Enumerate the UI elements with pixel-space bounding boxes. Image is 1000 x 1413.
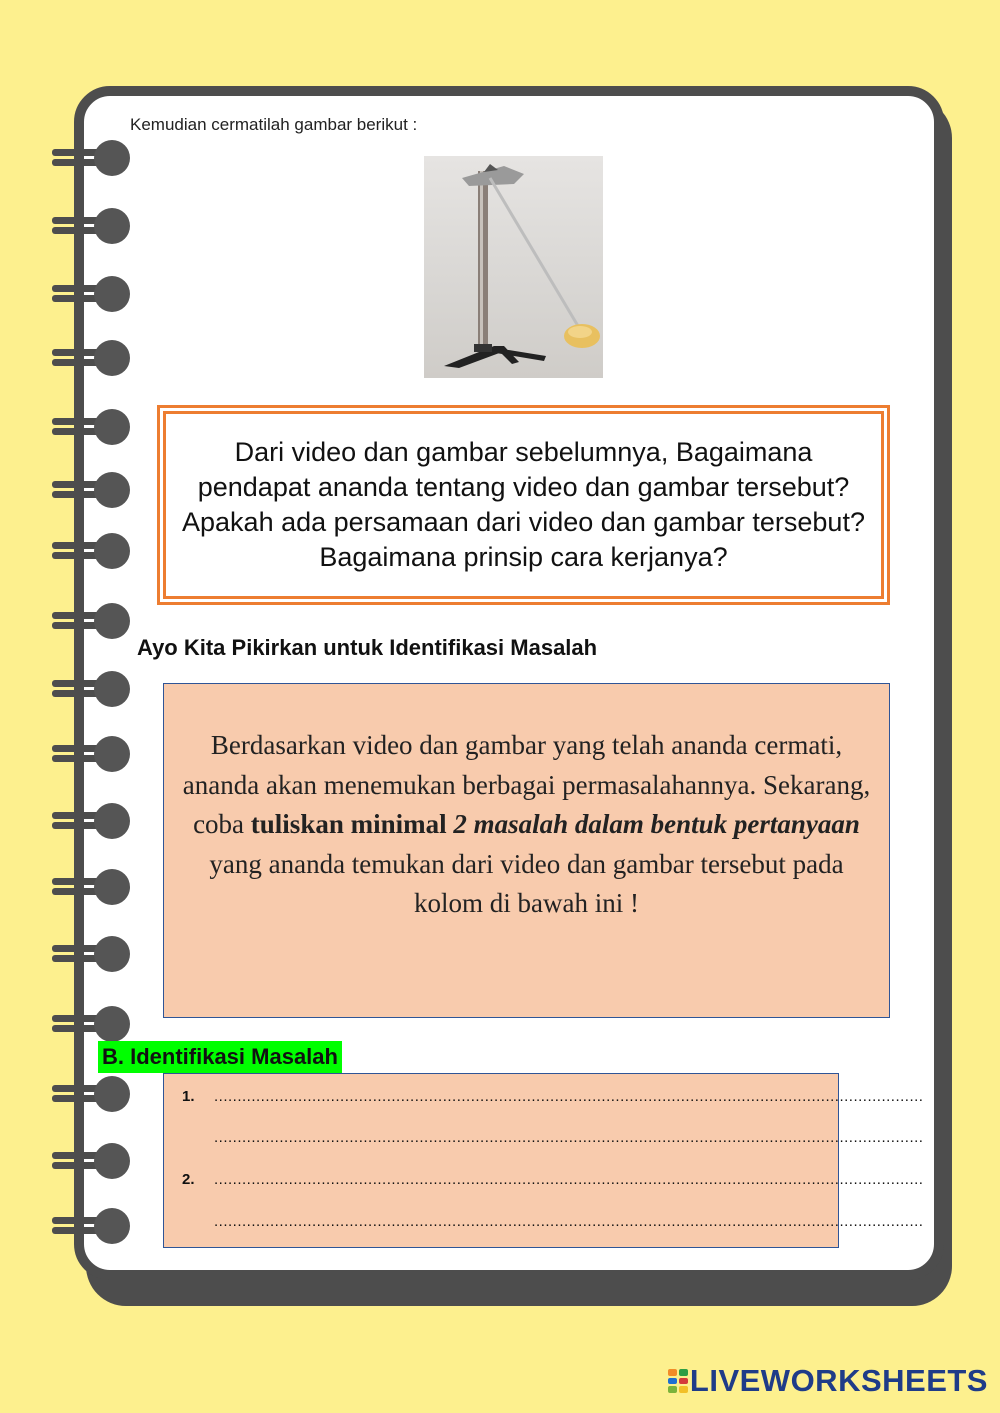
answer-line[interactable]: ........................................................................................................................................................	[214, 1213, 924, 1230]
spiral-ring	[52, 205, 136, 245]
spiral-ring	[52, 733, 136, 773]
brand-name: LIVEWORKSHEETS	[689, 1363, 988, 1398]
section-subheading: Ayo Kita Pikirkan untuk Identifikasi Masalah	[137, 635, 598, 660]
spiral-ring	[52, 1205, 136, 1245]
answer-row[interactable]	[164, 1213, 924, 1233]
instruction-text: Berdasarkan video dan gambar yang telah ananda cermati, ananda akan menemukan berbagai permasalahannya. Sekarang, coba	[182, 730, 871, 839]
answer-box	[163, 1073, 924, 1248]
spiral-ring	[52, 668, 136, 708]
instruction-text-end: yang ananda temukan dari video dan gambar tersebut pada kolom di bawah ini !	[209, 848, 844, 918]
instruction-emphasis-italic: 2 masalah dalam bentuk pertanyaan	[453, 809, 860, 839]
instruction-box	[163, 683, 890, 1018]
answer-row[interactable]	[164, 1171, 924, 1191]
spiral-ring	[52, 137, 136, 177]
answer-line[interactable]: ........................................................................................................................................................	[214, 1088, 924, 1105]
spiral-ring	[52, 600, 136, 640]
spiral-ring	[52, 800, 136, 840]
spiral-ring	[52, 1003, 136, 1043]
answer-line[interactable]: ........................................................................................................................................................	[214, 1129, 924, 1146]
answer-number: 2.	[182, 1171, 195, 1188]
answer-row[interactable]	[164, 1129, 924, 1149]
answer-row[interactable]	[164, 1088, 924, 1108]
question-text: Dari video dan gambar sebelumnya, Bagaimana pendapat ananda tentang video dan gambar tersebut? Apakah ada persamaan dari video dan gambar tersebut? Bagaimana prinsip cara kerjanya?	[163, 411, 884, 599]
spiral-ring	[52, 273, 136, 313]
brand-logo[interactable]	[668, 1363, 988, 1399]
spiral-ring	[52, 469, 136, 509]
pendulum-image	[424, 156, 603, 378]
section-b-heading: B. Identifikasi Masalah	[98, 1041, 342, 1073]
answer-line[interactable]: ........................................................................................................................................................	[214, 1171, 924, 1188]
answer-number: 1.	[182, 1088, 195, 1105]
question-box	[157, 405, 890, 605]
instruction-emphasis: tuliskan minimal	[250, 809, 447, 839]
intro-text: Kemudian cermatilah gambar berikut :	[130, 115, 418, 134]
brand-icon	[668, 1369, 688, 1393]
spiral-ring	[52, 530, 136, 570]
spiral-ring	[52, 1140, 136, 1180]
spiral-ring	[52, 866, 136, 906]
spiral-ring	[52, 933, 136, 973]
spiral-ring	[52, 337, 136, 377]
spiral-ring	[52, 406, 136, 446]
spiral-ring	[52, 1073, 136, 1113]
